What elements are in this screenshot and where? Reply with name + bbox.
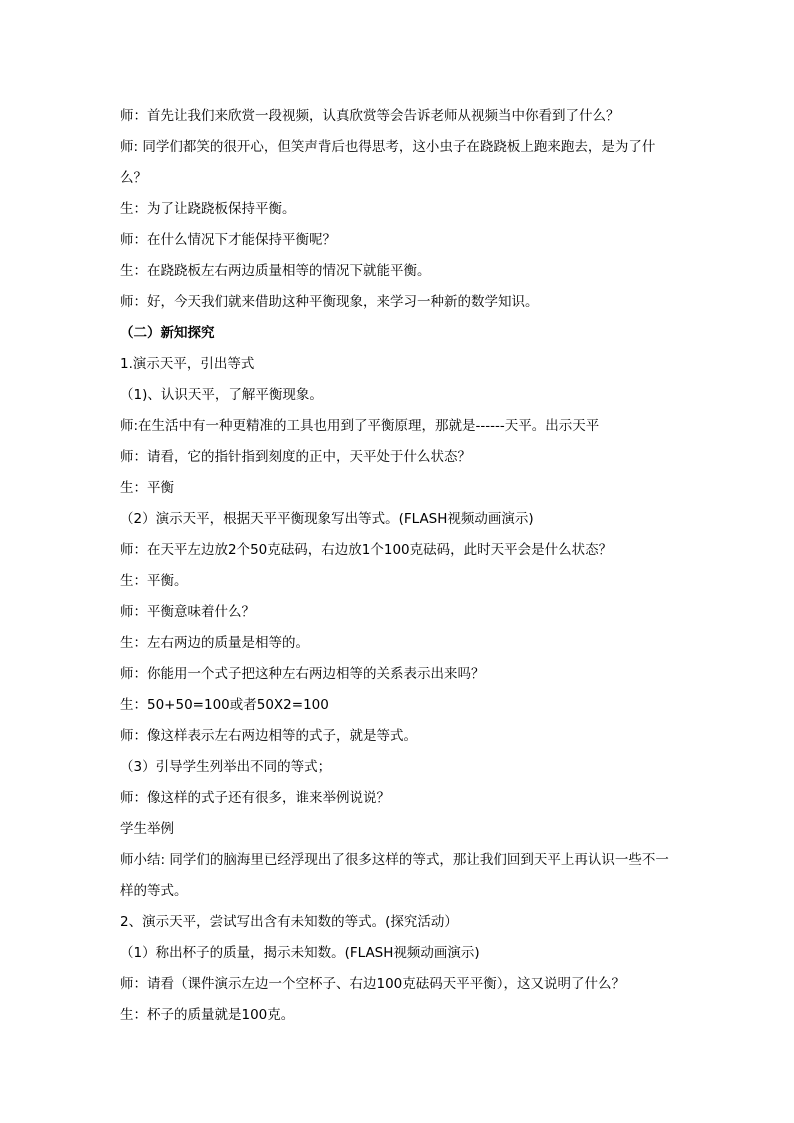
subsection-heading: 1.演示天平，引出等式 (120, 356, 255, 372)
paragraph: 生：杯子的质量就是100克。 (120, 1007, 295, 1023)
paragraph: 师：请看，它的指针指到刻度的正中，天平处于什么状态？ (120, 449, 471, 465)
paragraph: （2）演示天平，根据天平平衡现象写出等式。(FLASH视频动画演示) (120, 511, 534, 527)
paragraph: 师：好，今天我们就来借助这种平衡现象，来学习一种新的数学知识。 (120, 294, 539, 310)
paragraph: 生：在跷跷板左右两边质量相等的情况下就能平衡。 (120, 263, 431, 279)
paragraph: 生：50+50=100或者50X2=100 (120, 697, 329, 713)
paragraph: 师：像这样表示左右两边相等的式子，就是等式。 (120, 728, 417, 744)
paragraph: 学生举例 (120, 821, 174, 837)
paragraph: 师:在生活中有一种更精准的工具也用到了平衡原理，那就是------天平。出示天平 (120, 418, 600, 434)
paragraph: 师: 同学们都笑的很开心，但笑声背后也得思考，这小虫子在跷跷板上跑来跑去，是为了什么？ (120, 139, 656, 186)
paragraph: 生：为了让跷跷板保持平衡。 (120, 201, 296, 217)
document-body (120, 101, 680, 1031)
paragraph: （3）引导学生列举出不同的等式； (120, 759, 332, 775)
paragraph: 生：平衡。 (120, 573, 188, 589)
paragraph: 师：在什么情况下才能保持平衡呢？ (120, 232, 336, 248)
paragraph: 师小结: 同学们的脑海里已经浮现出了很多这样的等式，那让我们回到天平上再认识一些不一样的等式。 (120, 852, 669, 899)
paragraph: 师：请看（课件演示左边一个空杯子、右边100克砝码天平平衡），这又说明了什么？ (120, 976, 626, 992)
paragraph: （1）称出杯子的质量，揭示未知数。(FLASH视频动画演示) (120, 945, 480, 961)
paragraph: 师：平衡意味着什么？ (120, 604, 255, 620)
paragraph: 师：首先让我们来欣赏一段视频，认真欣赏等会告诉老师从视频当中你看到了什么？ (120, 108, 620, 124)
paragraph: 师：你能用一个式子把这种左右两边相等的关系表示出来吗？ (120, 666, 485, 682)
paragraph: 师：像这样的式子还有很多，谁来举例说说？ (120, 790, 390, 806)
paragraph: 生：平衡 (120, 480, 174, 496)
paragraph: 师：在天平左边放2个50克砝码，右边放1个100克砝码，此时天平会是什么状态？ (120, 542, 613, 558)
paragraph: （1)、认识天平，了解平衡现象。 (120, 387, 323, 403)
subsection-heading: 2、演示天平，尝试写出含有未知数的等式。(探究活动） (120, 914, 458, 930)
paragraph: 生：左右两边的质量是相等的。 (120, 635, 309, 651)
section-heading: （二）新知探究 (120, 325, 215, 341)
